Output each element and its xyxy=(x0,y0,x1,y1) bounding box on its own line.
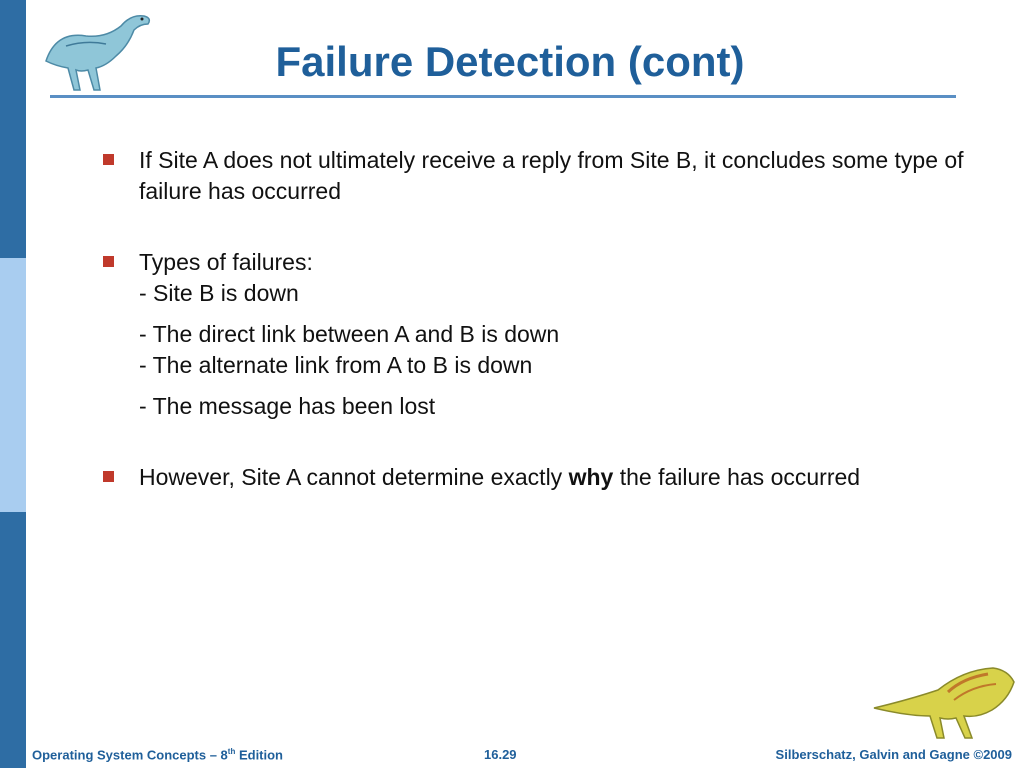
dinosaur-icon xyxy=(36,6,154,96)
title-divider xyxy=(50,95,956,98)
footer-book-title xyxy=(32,747,283,762)
left-bar-middle xyxy=(0,258,26,512)
bullet-item xyxy=(100,462,1000,493)
slide-content xyxy=(100,145,1000,493)
sub-item: - Site B is down xyxy=(139,280,299,306)
bullet-square-icon xyxy=(103,256,114,267)
footer-book-title-edition: Edition xyxy=(235,747,284,762)
bullet-square-icon xyxy=(103,471,114,482)
bullet-item xyxy=(100,247,1000,278)
bullet-text-emphasis: why xyxy=(568,464,614,490)
slide-title: Failure Detection (cont) xyxy=(275,38,745,85)
left-bar-bottom xyxy=(0,512,26,768)
footer-book-title-sup: th xyxy=(227,746,236,756)
sub-item: - The message has been lost xyxy=(139,393,436,419)
bullet-text-start: However, Site A cannot determine exactly xyxy=(139,464,569,490)
footer-book-title-text: Operating System Concepts – 8 xyxy=(32,747,228,762)
left-bar-top xyxy=(0,0,26,258)
bullet-text-end: the failure has occurred xyxy=(613,464,861,490)
footer-copyright: Silberschatz, Galvin and Gagne ©2009 xyxy=(775,747,1012,762)
footer-slide-number: 16.29 xyxy=(484,747,517,762)
dinosaur-icon xyxy=(868,660,1018,742)
bullet-item xyxy=(100,145,1000,207)
bullet-text: If Site A does not ultimately receive a reply from Site B, it concludes some type of failure has occurred xyxy=(139,147,964,204)
sub-item: - The alternate link from A to B is down xyxy=(139,352,533,378)
sub-item: - The direct link between A and B is down xyxy=(139,321,560,347)
bullet-square-icon xyxy=(103,154,114,165)
bullet-text: Types of failures: xyxy=(139,249,313,275)
